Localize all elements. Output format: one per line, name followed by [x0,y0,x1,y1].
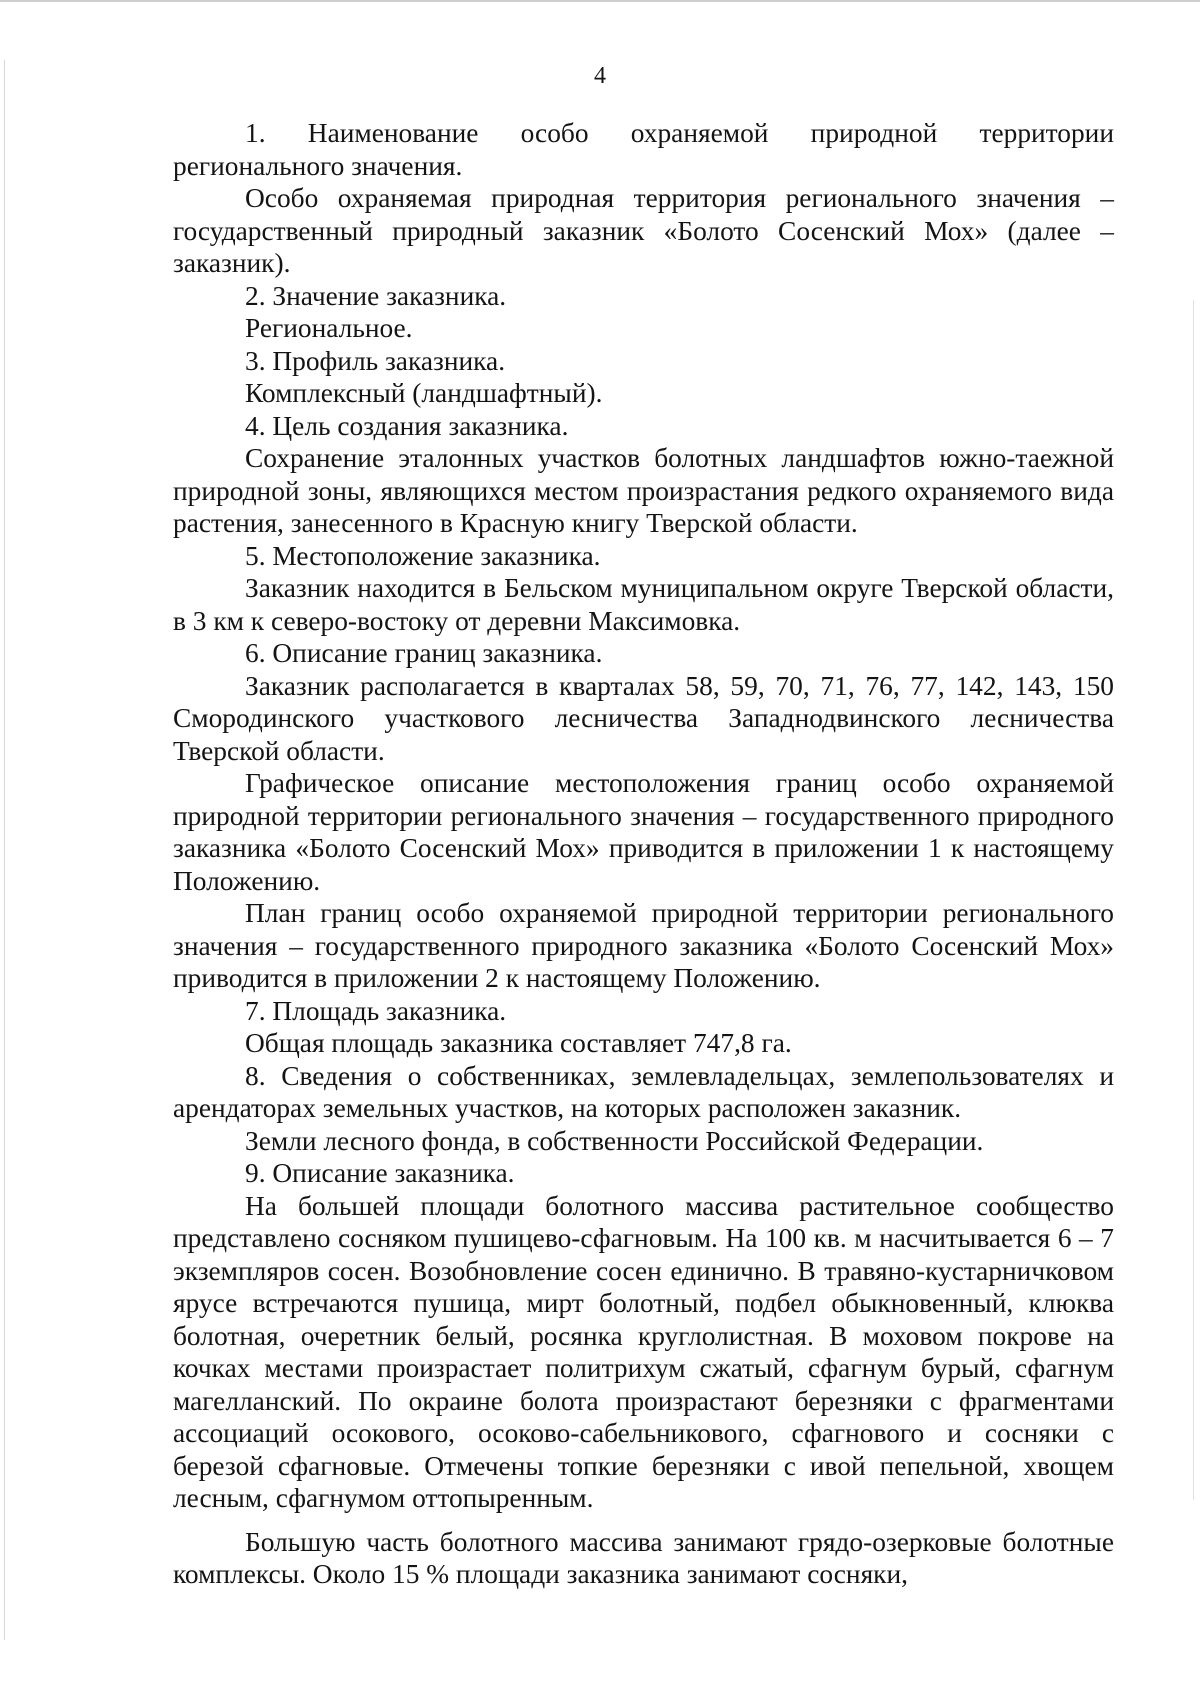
paragraph-section-5-title: 5. Местоположение заказника. [245,540,601,571]
paragraph-section-4-title: 4. Цель создания заказника. [245,410,569,441]
paragraph-section-6-text-quarters: Заказник располагается в кварталах 58, 59, 70, 71, 76, 77, 142, 143, 150 Смородинского участкового лесничества Западнодвинского лесничества Тверской области. [173,670,1114,766]
paragraph-section-6-text-plan: План границ особо охраняемой природной территории регионального значения – государственного природного заказника «Болото Сосенский Мох» приводится в приложении 2 к настоящему Положению. [173,898,1114,993]
scan-edge-left [4,60,5,1640]
paragraph-section-2-text: Региональное. [245,313,413,343]
scan-edge-top [0,0,1200,2]
page-number: 4 [594,63,606,89]
scan-edge-right [1193,300,1194,1500]
paragraph-section-7-text: Общая площадь заказника составляет 747,8 га. [245,1028,792,1058]
paragraph-section-5-text: Заказник находится в Бельском муниципальном округе Тверской области, в 3 км к северо-востоку от деревни Максимовка. [173,573,1114,636]
paragraph-section-8-title: 8. Сведения о собственниках, землевладельцах, землепользователях и арендаторах земельных участков, на которых расположен заказник. [173,1060,1114,1123]
document-body [173,117,1114,1591]
paragraph-section-6-title: 6. Описание границ заказника. [245,638,603,668]
paragraph-section-9-title: 9. Описание заказника. [245,1158,515,1188]
paragraph-section-2-title: 2. Значение заказника. [245,280,507,311]
paragraph-section-3-title: 3. Профиль заказника. [245,345,506,376]
paragraph-section-9-text-vegetation: На большей площади болотного массива растительное сообщество представлено сосняком пушицево-сфагновым. На 100 кв. м насчитывается 6 – 7 экземпляров сосен. Возобновление сосен единично. В травяно-кустарничковом ярусе встречаются пушица, мирт болотный, подбел обыкновенный, клюква болотная, очеретник белый, росянка круглолистная. В моховом покрове на кочках местами произрастает политрихум сжатый, сфагнум бурый, сфагнум магелланский. По окраине болота произрастают березняки с фрагментами ассоциаций осокового, осоково-сабельникового, сфагнового и сосняки с березой сфагновые. Отмечены топкие березняки с ивой пепельной, хвощем лесным, сфагнумом оттопыренным. [173,1190,1114,1513]
paragraph-section-3-text: Комплексный (ландшафтный). [245,378,603,408]
paragraph-section-8-text: Земли лесного фонда, в собственности Российской Федерации. [245,1125,984,1156]
paragraph-section-4-text: Сохранение эталонных участков болотных ландшафтов южно-таежной природной зоны, являющихся местом произрастания редкого охраняемого вида растения, занесенного в Красную книгу Тверской области. [173,443,1114,538]
paragraph-section-9-text-complexes: Большую часть болотного массива занимают грядо-озерковые болотные комплексы. Около 15 % площади заказника занимают сосняки, [173,1526,1114,1589]
paragraph-section-6-text-graphic: Графическое описание местоположения границ особо охраняемой природной территории регионального значения – государственного природного заказника «Болото Сосенский Мох» приводится в приложении 1 к настоящему Положению. [173,768,1114,896]
paragraph-section-1-title: 1. Наименование особо охраняемой природной территории регионального значения. [173,118,1114,181]
paragraph-section-7-title: 7. Площадь заказника. [245,995,507,1026]
paragraph-section-1-text: Особо охраняемая природная территория регионального значения – государственный природный заказник «Болото Сосенский Мох» (далее – заказник). [173,183,1114,278]
